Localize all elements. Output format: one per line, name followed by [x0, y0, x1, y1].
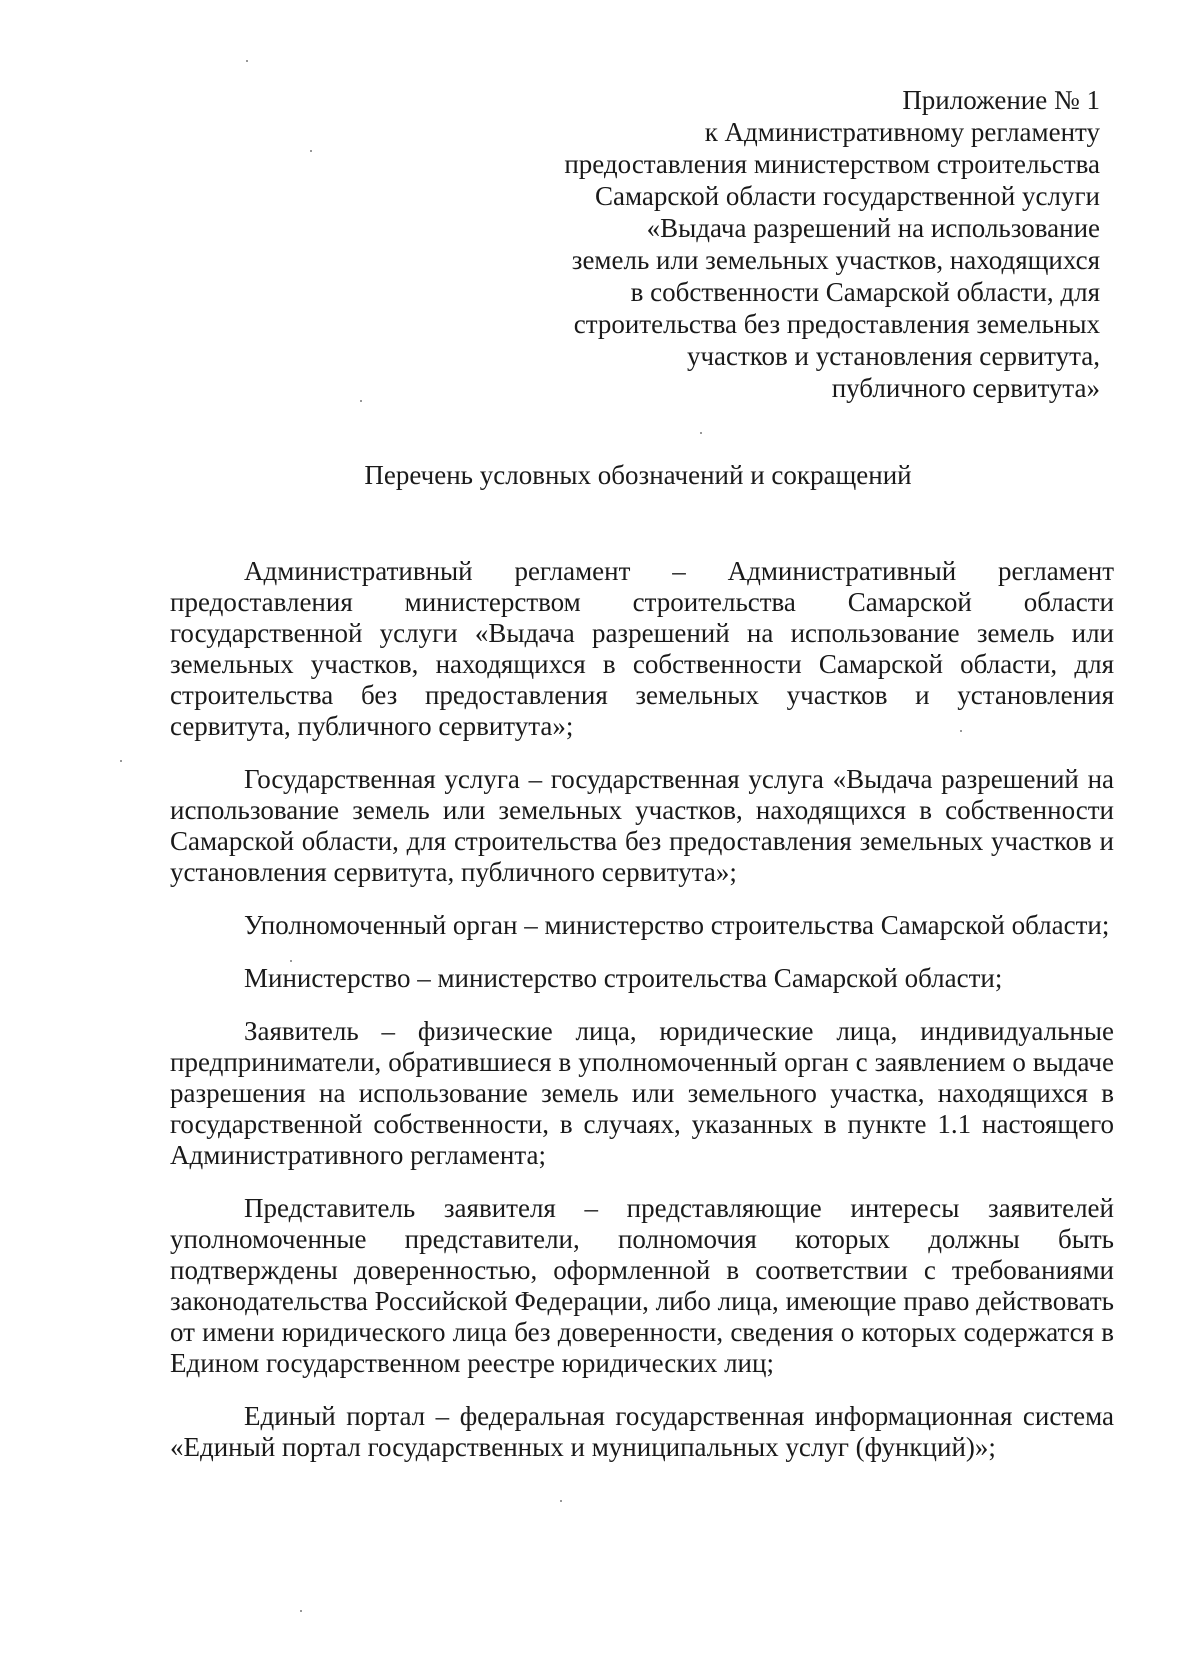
- definition-paragraph: Заявитель – физические лица, юридические лица, индивидуальные предприниматели, обратившиеся в уполномоченный орган с заявлением о выдаче разрешения на использование земель или земельного участка, находящихся в государственной собственности, в случаях, указанных в пункте 1.1 настоящего Административного регламента;: [170, 1016, 1114, 1170]
- definition-paragraph: Административный регламент – Административный регламент предоставления министерством строительства Самарской области государственной услуги «Выдача разрешений на использование земель или земельных участков, находящихся в собственности Самарской области, для строительства без предоставления земельных участков и установления сервитута, публичного сервитута»;: [170, 556, 1114, 741]
- appendix-line: строительства без предоставления земельных: [573, 309, 1100, 339]
- scan-speck: [560, 1500, 562, 1502]
- appendix-line: Приложение № 1: [902, 85, 1100, 115]
- scan-speck: [360, 400, 362, 402]
- appendix-line: предоставления министерством строительства: [564, 149, 1100, 179]
- appendix-line: участков и установления сервитута,: [686, 341, 1100, 371]
- appendix-line: «Выдача разрешений на использование: [646, 213, 1100, 243]
- definition-paragraph: Представитель заявителя – представляющие интересы заявителей уполномоченные представители, полномочия которых должны быть подтверждены доверенностью, оформленной в соответствии с требованиями законодательства Российской Федерации, либо лица, имеющие право действовать от имени юридического лица без доверенности, сведения о которых содержатся в Едином государственном реестре юридических лиц;: [170, 1193, 1114, 1378]
- scan-speck: [310, 150, 312, 152]
- scan-speck: [960, 730, 962, 732]
- appendix-line: Самарской области государственной услуги: [595, 181, 1100, 211]
- scan-speck: [290, 960, 292, 962]
- appendix-line: к Административному регламенту: [704, 117, 1100, 147]
- appendix-header: [480, 84, 1100, 404]
- appendix-line: в собственности Самарской области, для: [630, 277, 1100, 307]
- definition-paragraph: Министерство – министерство строительства Самарской области;: [244, 963, 1003, 993]
- definition-paragraph: Единый портал – федеральная государственная информационная система «Единый портал государственных и муниципальных услуг (функций)»;: [170, 1401, 1114, 1462]
- appendix-line: земель или земельных участков, находящихся: [571, 245, 1100, 275]
- scan-speck: [300, 1610, 302, 1612]
- appendix-line: публичного сервитута»: [831, 373, 1100, 403]
- definitions-list: [170, 556, 1114, 1485]
- scan-speck: [120, 760, 122, 762]
- document-title: Перечень условных обозначений и сокращений: [364, 460, 912, 490]
- definition-paragraph: Государственная услуга – государственная услуга «Выдача разрешений на использование земель или земельных участков, находящихся в собственности Самарской области, для строительства без предоставления земельных участков и установления сервитута, публичного сервитута»;: [170, 764, 1114, 887]
- definition-paragraph: Уполномоченный орган – министерство строительства Самарской области;: [244, 910, 1110, 940]
- scan-speck: [700, 432, 702, 434]
- scan-speck: [246, 60, 248, 62]
